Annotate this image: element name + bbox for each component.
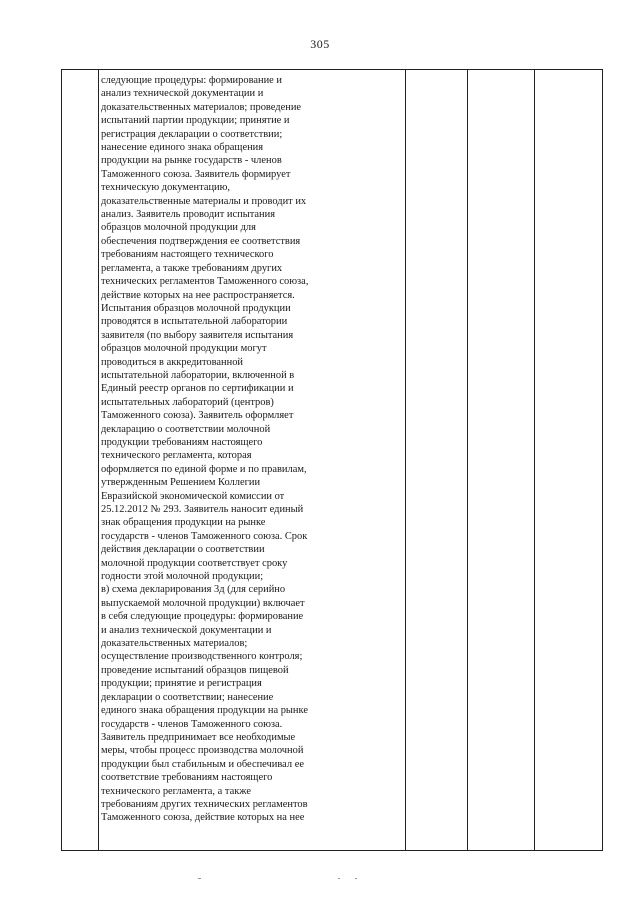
text-line: осуществление производственного контроля; (101, 651, 303, 663)
scan-speck (198, 878, 201, 879)
requirements-text-cell (99, 70, 405, 850)
page-number: 305 (310, 37, 330, 51)
text-line: регламента, а также требованиям других (101, 262, 283, 274)
text-line: технического регламента, а также (101, 785, 251, 797)
text-line: 25.12.2012 № 293. Заявитель наносит единый (101, 504, 304, 515)
scan-specks (0, 878, 640, 888)
text-line: анализ. Заявитель проводит испытания (101, 209, 276, 221)
text-line: годности этой молочной продукции; (101, 571, 264, 583)
text-line: выпускаемой молочной продукции) включает (101, 597, 305, 609)
text-line: и анализ технической документации и (101, 624, 272, 636)
text-line: технических регламентов Таможенного союза, (101, 276, 309, 288)
text-line: молочной продукции соответствует сроку (101, 557, 288, 569)
scan-speck (355, 878, 357, 879)
text-line: оформляется по единой форме и по правилам, (101, 463, 307, 475)
text-line: требованиям других технических регламентов (101, 798, 308, 810)
text-line: нанесение единого знака обращения (101, 142, 264, 154)
text-line: Заявитель предпринимает все необходимые (101, 731, 296, 743)
text-line: доказательственные материалы и проводит их (101, 195, 307, 207)
text-line: доказательственных материалов; (101, 638, 248, 650)
text-line: регистрация декларации о соответствии; (101, 128, 283, 140)
text-line: единого знака обращения продукции на рынке (101, 705, 308, 717)
text-line: испытаний партии продукции; принятие и (101, 115, 290, 127)
text-line: проводятся в испытательной лаборатории (101, 316, 288, 328)
text-line: государств - членов Таможенного союза. Срок (101, 530, 308, 542)
column-divider-4 (534, 70, 535, 850)
text-line: образцов молочной продукции могут (101, 343, 267, 355)
text-line: декларацию о соответствии молочной (101, 423, 271, 435)
text-line: знак обращения продукции на рынке (101, 517, 266, 529)
column-divider-3 (467, 70, 468, 850)
text-line: следующие процедуры: формирование и (101, 75, 282, 86)
column-divider-2 (405, 70, 406, 850)
text-line: заявителя (по выбору заявителя испытания (101, 329, 294, 341)
text-line: действие которых на нее распространяется. (101, 289, 295, 301)
text-line: доказательственных материалов; проведение (101, 101, 302, 113)
text-line: продукции требованиям настоящего (101, 436, 263, 448)
text-line: обеспечения подтверждения ее соответствия (101, 235, 301, 247)
text-line: проведение испытаний образцов пищевой (101, 664, 289, 676)
text-line: Таможенного союза, действие которых на нее (101, 812, 305, 824)
text-line: действия декларации о соответствии (101, 544, 265, 556)
document-table (61, 69, 603, 851)
scan-speck (338, 878, 340, 879)
text-line: продукции был стабильным и обеспечивал ее (101, 758, 304, 770)
text-line: анализ технической документации и (101, 88, 264, 100)
text-line: утвержденным Решением Коллегии (101, 477, 261, 489)
text-line: проводиться в аккредитованной (101, 356, 244, 368)
text-line: декларации о соответствии; нанесение (101, 691, 274, 703)
text-line: Евразийской экономической комиссии от (101, 490, 285, 502)
text-line: испытательной лаборатории, включенной в (101, 369, 295, 381)
text-line: государств - членов Таможенного союза. (101, 718, 283, 730)
text-line: в себя следующие процедуры: формирование (101, 611, 304, 623)
text-line: образцов молочной продукции для (101, 222, 256, 234)
text-line: техническую документацию, (101, 182, 231, 194)
text-line: требованиям настоящего технического (101, 249, 274, 261)
text-line: технического регламента, которая (101, 450, 252, 462)
text-line: продукции на рынке государств - членов (101, 155, 282, 167)
text-line: в) схема декларирования 3д (для серийно (101, 584, 286, 596)
text-line: испытательных лабораторий (центров) (101, 396, 274, 408)
text-line: Единый реестр органов по сертификации и (101, 383, 294, 395)
text-line: продукции; принятие и регистрация (101, 678, 262, 690)
text-line: соответствие требованиям настоящего (101, 772, 273, 784)
text-line: Испытания образцов молочной продукции (101, 302, 291, 314)
text-line: меры, чтобы процесс производства молочной (101, 745, 304, 757)
text-line: Таможенного союза. Заявитель формирует (101, 168, 291, 180)
text-line: Таможенного союза). Заявитель оформляет (101, 410, 294, 422)
